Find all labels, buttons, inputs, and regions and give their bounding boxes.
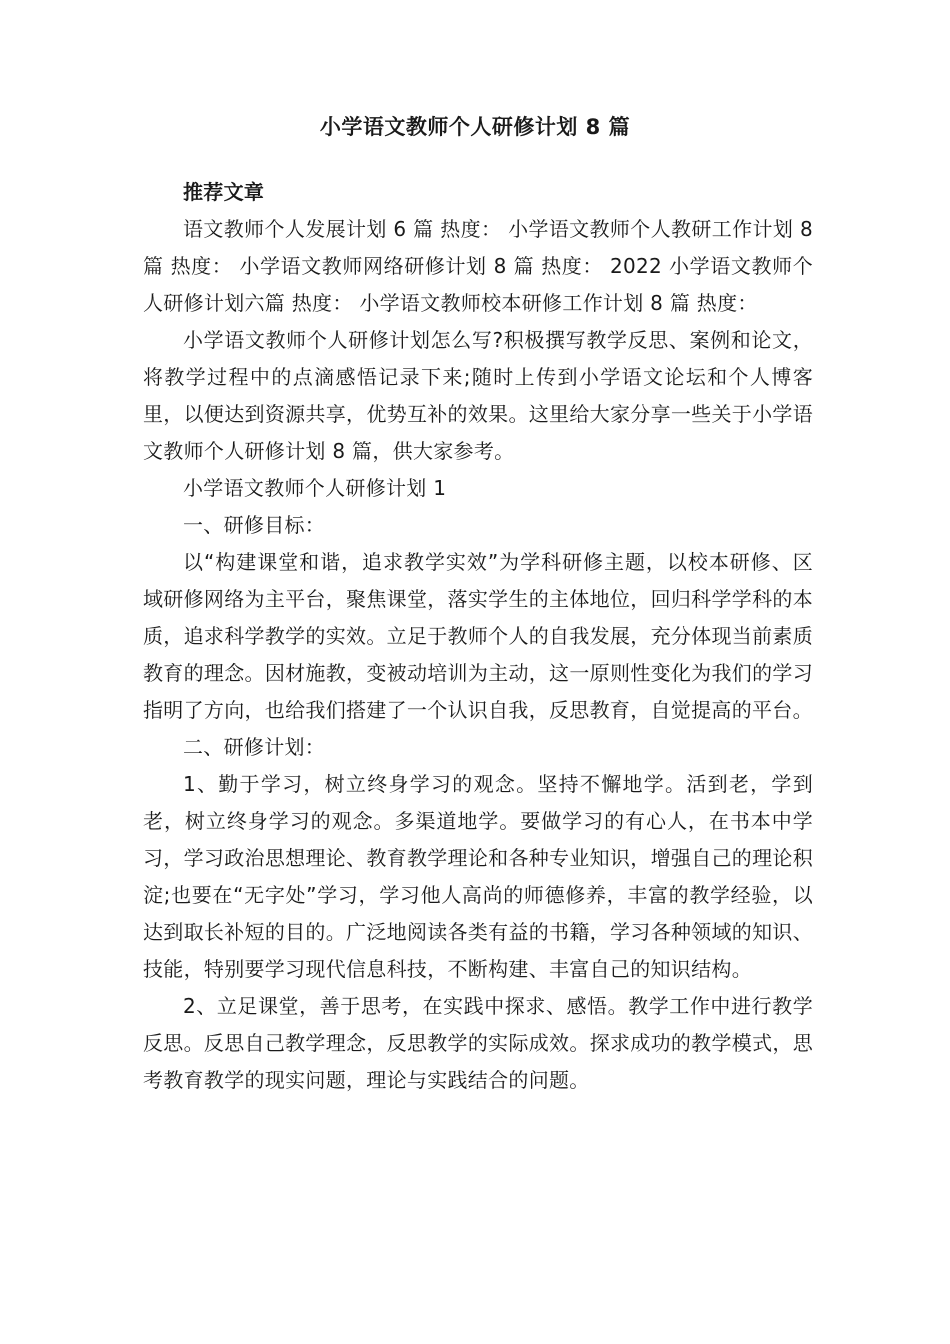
document-body [143,174,813,1099]
plan-item-2: 2、立足课堂，善于思考，在实践中探求、感悟。教学工作中进行教学反思。反思自己教学理念，反思教学的实际成效。探求成功的教学模式，思考教育教学的现实问题，理论与实践结合的问题。 [143,994,813,1092]
document-title: 小学语文教师个人研修计划 8 篇 [319,115,631,139]
plan-heading: 二、研修计划： [183,735,326,759]
goals-paragraph: 以“构建课堂和谐，追求教学实效”为学科研修主题，以校本研修、区域研修网络为主平台，聚焦课堂，落实学生的主体地位，回归科学学科的本质，追求科学教学的实效。立足于教师个人的自我发展，充分体现当前素质教育的理念。因材施教，变被动培训为主动，这一原则性变化为我们的学习指明了方向，也给我们搭建了一个认识自我，反思教育，自觉提高的平台。 [143,550,813,722]
recommended-articles-heading: 推荐文章 [183,180,265,204]
recommended-articles-list: 语文教师个人发展计划 6 篇 热度： 小学语文教师个人教研工作计划 8 篇 热度： 小学语文教师网络研修计划 8 篇 热度： 2022 小学语文教师个人研修计划六篇 热度： 小学语文教师校本研修工作计划 8 篇 热度： [143,217,813,315]
plan-item-1: 1、勤于学习，树立终身学习的观念。坚持不懈地学。活到老，学到老，树立终身学习的观念。多渠道地学。要做学习的有心人，在书本中学习，学习政治思想理论、教育教学理论和各种专业知识，增强自己的理论积淀;也要在“无字处”学习，学习他人高尚的师德修养，丰富的教学经验，以达到取长补短的目的。广泛地阅读各类有益的书籍，学习各种领域的知识、技能，特别要学习现代信息科技，不断构建、丰富自己的知识结构。 [143,772,813,981]
plan-1-heading: 小学语文教师个人研修计划 1 [183,476,447,500]
goals-heading: 一、研修目标： [183,513,326,537]
intro-paragraph: 小学语文教师个人研修计划怎么写?积极撰写教学反思、案例和论文，将教学过程中的点滴感悟记录下来;随时上传到小学语文论坛和个人博客里，以便达到资源共享，优势互补的效果。这里给大家分享一些关于小学语文教师个人研修计划 8 篇，供大家参考。 [143,328,813,463]
